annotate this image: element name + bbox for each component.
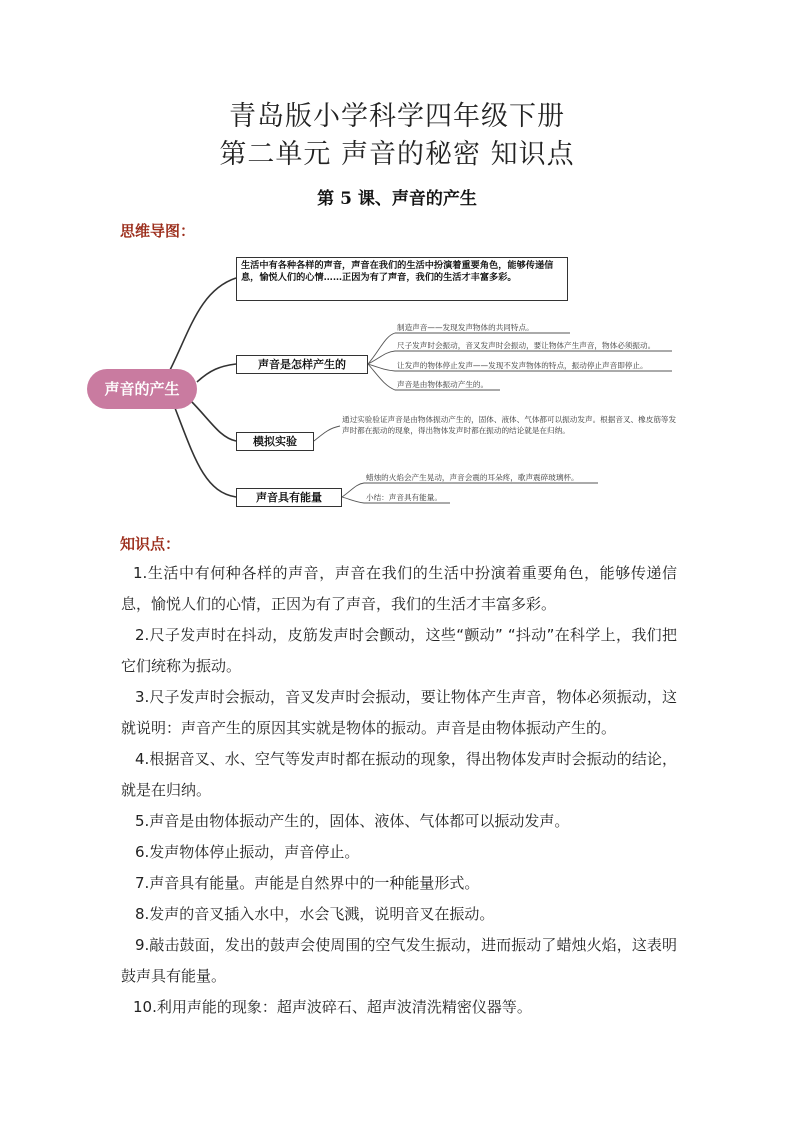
mindmap-leaf: 让发声的物体停止发声——发现不发声物体的特点，振动停止声音即停止。 [397,361,648,370]
mindmap-root-node: 声音的产生 [87,369,197,409]
lesson-title: 第 5 课、声音的产生 [317,189,477,209]
knowledge-point: 9.敲击鼓面，发出的鼓声会使周围的空气发生振动，进而振动了蜡烛火焰，这表明鼓声具有能量。 [121,936,677,985]
unit-title: 第二单元 声音的秘密 知识点 [219,139,575,170]
mindmap-leaf: 小结：声音具有能量。 [366,493,442,502]
connector-root-top [170,278,236,370]
mindmap-leaf: 通过实验验证声音是由物体振动产生的，固体、液体、气体都可以振动发声。根据音叉、橡皮筋等发声时都在振动的现象，得出物体发声时都在振动的结论就是在归纳。 [342,415,677,435]
knowledge-point: 8.发声的音叉插入水中，水会飞溅，说明音叉在振动。 [135,905,495,923]
knowledge-point: 10.利用声能的现象：超声波碎石、超声波清洗精密仪器等。 [133,998,532,1016]
mindmap-branch-simulation: 模拟实验 [236,432,314,451]
knowledge-point: 2.尺子发声时在抖动，皮筋发声时会颤动，这些“颤动” “抖动”在科学上，我们把它们统称为振动。 [121,626,677,675]
connector-root-b3 [175,408,236,497]
mindmap-branch-sound-energy: 声音具有能量 [236,488,342,507]
connector-root-b2 [190,400,236,441]
mindmap-leaf: 制造声音——发现发声物体的共同特点。 [397,323,534,332]
knowledge-point: 5.声音是由物体振动产生的，固体、液体、气体都可以振动发声。 [135,812,570,830]
connector-b2-leaf1 [314,426,340,441]
mindmap-label: 思维导图： [120,222,196,240]
mindmap-leaf: 蜡烛的火焰会产生晃动，声音会震的耳朵疼，歌声震碎玻璃杯。 [366,473,579,482]
knowledge-point: 4.根据音叉、水、空气等发声时都在振动的现象，得出物体发声时会振动的结论，就是在归纳。 [121,750,677,799]
mindmap-branch-how-sound-produced: 声音是怎样产生的 [236,355,368,374]
document-title: 青岛版小学科学四年级下册 [229,101,565,132]
knowledge-point: 7.声音具有能量。声能是自然界中的一种能量形式。 [135,874,480,892]
mindmap-leaf: 尺子发声时会振动，音叉发声时会振动，要让物体产生声音，物体必须振动。 [397,341,656,350]
mindmap-leaf: 声音是由物体振动产生的。 [397,380,489,389]
mindmap-intro-box: 生活中有各种各样的声音，声音在我们的生活中扮演着重要角色，能够传递信息，愉悦人们的心情……正因为有了声音，我们的生活才丰富多彩。 [236,257,568,301]
connector-root-b1 [197,364,236,382]
knowledge-point: 3.尺子发声时会振动，音叉发声时会振动，要让物体产生声音，物体必须振动，这就说明：声音产生的原因其实就是物体的振动。声音是由物体振动产生的。 [121,688,677,737]
knowledge-label: 知识点： [120,535,181,553]
knowledge-point: 1.生活中有何种各样的声音，声音在我们的生活中扮演着重要角色，能够传递信息，愉悦人们的心情，正因为有了声音，我们的生活才丰富多彩。 [121,564,677,613]
knowledge-point: 6.发声物体停止振动，声音停止。 [135,843,360,861]
